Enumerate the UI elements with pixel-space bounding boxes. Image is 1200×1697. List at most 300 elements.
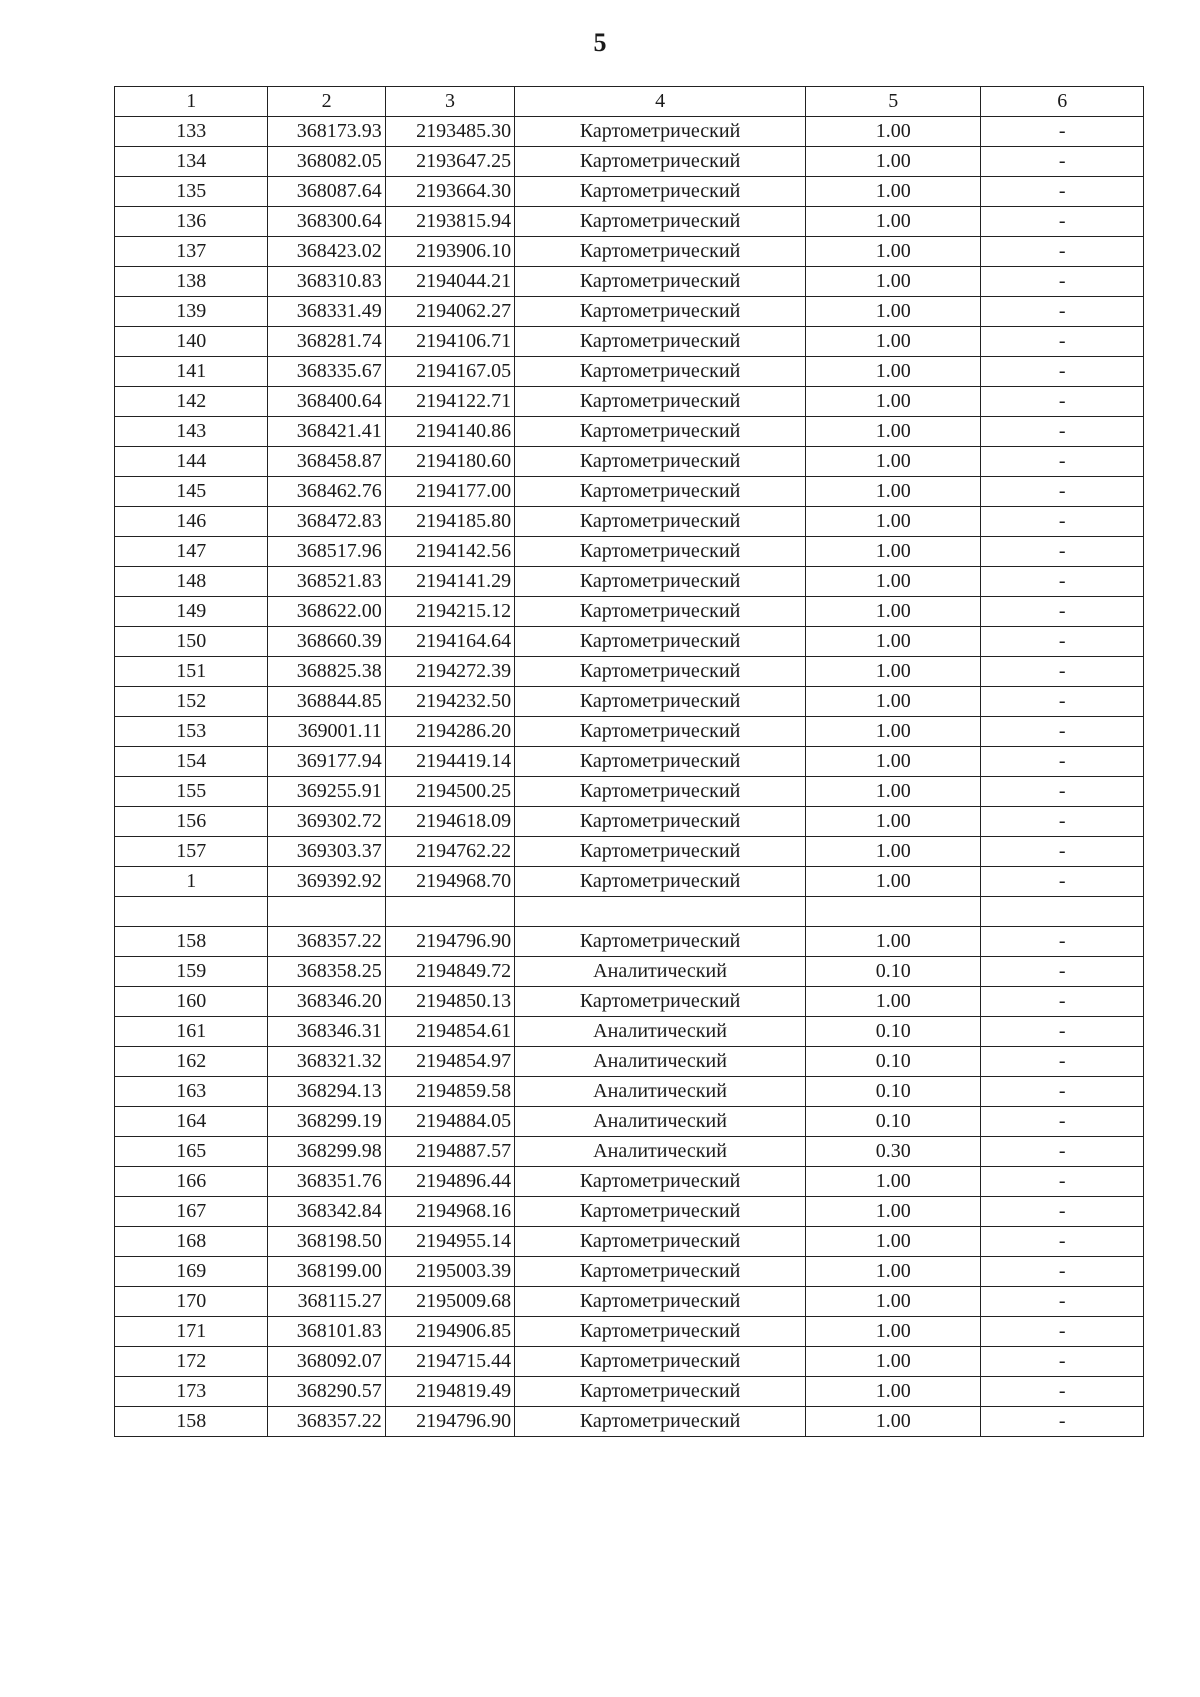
accuracy-cell: 1.00 xyxy=(805,267,981,297)
x-coordinate-cell: 368299.19 xyxy=(268,1107,385,1137)
note-cell: - xyxy=(981,357,1144,387)
point-number-cell: 137 xyxy=(115,237,268,267)
accuracy-cell: 1.00 xyxy=(805,1407,981,1437)
method-cell: Картометрический xyxy=(515,1227,806,1257)
note-cell: - xyxy=(981,657,1144,687)
note-cell: - xyxy=(981,807,1144,837)
note-cell: - xyxy=(981,1197,1144,1227)
method-cell: Картометрический xyxy=(515,477,806,507)
y-coordinate-cell: 2193647.25 xyxy=(385,147,514,177)
method-cell: Картометрический xyxy=(515,327,806,357)
y-coordinate-cell xyxy=(385,897,514,927)
method-cell: Картометрический xyxy=(515,1377,806,1407)
y-coordinate-cell: 2194215.12 xyxy=(385,597,514,627)
method-cell: Картометрический xyxy=(515,1167,806,1197)
table-row xyxy=(115,1227,1144,1257)
note-cell: - xyxy=(981,717,1144,747)
point-number-cell: 158 xyxy=(115,1407,268,1437)
x-coordinate-cell: 368321.32 xyxy=(268,1047,385,1077)
x-coordinate-cell xyxy=(268,897,385,927)
accuracy-cell: 1.00 xyxy=(805,417,981,447)
x-coordinate-cell: 369177.94 xyxy=(268,747,385,777)
x-coordinate-cell: 368087.64 xyxy=(268,177,385,207)
x-coordinate-cell: 368294.13 xyxy=(268,1077,385,1107)
method-cell xyxy=(515,897,806,927)
note-cell: - xyxy=(981,1137,1144,1167)
y-coordinate-cell: 2194177.00 xyxy=(385,477,514,507)
method-cell: Картометрический xyxy=(515,267,806,297)
y-coordinate-cell: 2195003.39 xyxy=(385,1257,514,1287)
accuracy-cell: 1.00 xyxy=(805,597,981,627)
y-coordinate-cell: 2194796.90 xyxy=(385,927,514,957)
y-coordinate-cell: 2194232.50 xyxy=(385,687,514,717)
accuracy-cell: 1.00 xyxy=(805,1347,981,1377)
accuracy-cell: 1.00 xyxy=(805,1377,981,1407)
accuracy-cell: 1.00 xyxy=(805,1317,981,1347)
x-coordinate-cell: 368825.38 xyxy=(268,657,385,687)
method-cell: Картометрический xyxy=(515,567,806,597)
point-number-cell: 133 xyxy=(115,117,268,147)
point-number-cell: 148 xyxy=(115,567,268,597)
accuracy-cell: 1.00 xyxy=(805,477,981,507)
point-number-cell: 143 xyxy=(115,417,268,447)
y-coordinate-cell: 2193485.30 xyxy=(385,117,514,147)
method-cell: Картометрический xyxy=(515,837,806,867)
accuracy-cell: 1.00 xyxy=(805,807,981,837)
y-coordinate-cell: 2194796.90 xyxy=(385,1407,514,1437)
point-number-cell: 141 xyxy=(115,357,268,387)
x-coordinate-cell: 369303.37 xyxy=(268,837,385,867)
point-number-cell: 139 xyxy=(115,297,268,327)
point-number-cell: 172 xyxy=(115,1347,268,1377)
note-cell: - xyxy=(981,477,1144,507)
method-cell: Картометрический xyxy=(515,237,806,267)
x-coordinate-cell: 369255.91 xyxy=(268,777,385,807)
table-row xyxy=(115,927,1144,957)
note-cell: - xyxy=(981,207,1144,237)
table-row xyxy=(115,687,1144,717)
table-row xyxy=(115,1077,1144,1107)
x-coordinate-cell: 369392.92 xyxy=(268,867,385,897)
point-number-cell: 169 xyxy=(115,1257,268,1287)
accuracy-cell: 1.00 xyxy=(805,177,981,207)
table-row xyxy=(115,1017,1144,1047)
y-coordinate-cell: 2194715.44 xyxy=(385,1347,514,1377)
point-number-cell: 145 xyxy=(115,477,268,507)
accuracy-cell: 1.00 xyxy=(805,237,981,267)
method-cell: Картометрический xyxy=(515,777,806,807)
table-row xyxy=(115,777,1144,807)
table-header xyxy=(115,87,1144,117)
point-number-cell: 164 xyxy=(115,1107,268,1137)
method-cell: Картометрический xyxy=(515,147,806,177)
note-cell: - xyxy=(981,867,1144,897)
table-row xyxy=(115,327,1144,357)
note-cell: - xyxy=(981,987,1144,1017)
table-row xyxy=(115,627,1144,657)
method-cell: Картометрический xyxy=(515,417,806,447)
column-header-2: 2 xyxy=(268,87,385,117)
table-row xyxy=(115,807,1144,837)
method-cell: Картометрический xyxy=(515,1197,806,1227)
method-cell: Картометрический xyxy=(515,1317,806,1347)
accuracy-cell: 1.00 xyxy=(805,987,981,1017)
accuracy-cell: 1.00 xyxy=(805,327,981,357)
method-cell: Картометрический xyxy=(515,927,806,957)
note-cell: - xyxy=(981,297,1144,327)
method-cell: Аналитический xyxy=(515,1017,806,1047)
accuracy-cell: 1.00 xyxy=(805,687,981,717)
point-number-cell: 163 xyxy=(115,1077,268,1107)
note-cell: - xyxy=(981,837,1144,867)
note-cell: - xyxy=(981,597,1144,627)
y-coordinate-cell: 2194286.20 xyxy=(385,717,514,747)
point-number-cell: 158 xyxy=(115,927,268,957)
note-cell: - xyxy=(981,327,1144,357)
method-cell: Аналитический xyxy=(515,957,806,987)
point-number-cell: 162 xyxy=(115,1047,268,1077)
x-coordinate-cell: 368517.96 xyxy=(268,537,385,567)
y-coordinate-cell: 2194180.60 xyxy=(385,447,514,477)
point-number-cell: 138 xyxy=(115,267,268,297)
table-row xyxy=(115,747,1144,777)
table-row xyxy=(115,237,1144,267)
method-cell: Картометрический xyxy=(515,987,806,1017)
note-cell: - xyxy=(981,117,1144,147)
x-coordinate-cell: 368299.98 xyxy=(268,1137,385,1167)
x-coordinate-cell: 368472.83 xyxy=(268,507,385,537)
table-row xyxy=(115,1257,1144,1287)
column-header-3: 3 xyxy=(385,87,514,117)
x-coordinate-cell: 368335.67 xyxy=(268,357,385,387)
x-coordinate-cell: 368300.64 xyxy=(268,207,385,237)
accuracy-cell: 1.00 xyxy=(805,717,981,747)
note-cell: - xyxy=(981,507,1144,537)
table-row xyxy=(115,147,1144,177)
header-row xyxy=(115,87,1144,117)
table-row xyxy=(115,207,1144,237)
x-coordinate-cell: 368357.22 xyxy=(268,1407,385,1437)
accuracy-cell: 1.00 xyxy=(805,567,981,597)
method-cell: Картометрический xyxy=(515,807,806,837)
point-number-cell: 152 xyxy=(115,687,268,717)
point-number-cell: 135 xyxy=(115,177,268,207)
table-row xyxy=(115,1137,1144,1167)
note-cell: - xyxy=(981,1287,1144,1317)
table-row xyxy=(115,1407,1144,1437)
x-coordinate-cell: 368342.84 xyxy=(268,1197,385,1227)
table-row xyxy=(115,957,1144,987)
note-cell: - xyxy=(981,927,1144,957)
note-cell: - xyxy=(981,1107,1144,1137)
note-cell: - xyxy=(981,627,1144,657)
y-coordinate-cell: 2194141.29 xyxy=(385,567,514,597)
y-coordinate-cell: 2194618.09 xyxy=(385,807,514,837)
x-coordinate-cell: 368346.20 xyxy=(268,987,385,1017)
x-coordinate-cell: 368092.07 xyxy=(268,1347,385,1377)
point-number-cell: 170 xyxy=(115,1287,268,1317)
y-coordinate-cell: 2194185.80 xyxy=(385,507,514,537)
point-number-cell: 161 xyxy=(115,1017,268,1047)
y-coordinate-cell: 2194906.85 xyxy=(385,1317,514,1347)
method-cell: Картометрический xyxy=(515,117,806,147)
point-number-cell: 151 xyxy=(115,657,268,687)
method-cell: Аналитический xyxy=(515,1077,806,1107)
accuracy-cell: 1.00 xyxy=(805,297,981,327)
table-row xyxy=(115,717,1144,747)
accuracy-cell: 1.00 xyxy=(805,867,981,897)
table-row xyxy=(115,1047,1144,1077)
table-row xyxy=(115,1347,1144,1377)
y-coordinate-cell: 2194419.14 xyxy=(385,747,514,777)
y-coordinate-cell: 2194887.57 xyxy=(385,1137,514,1167)
y-coordinate-cell: 2194968.16 xyxy=(385,1197,514,1227)
x-coordinate-cell: 368082.05 xyxy=(268,147,385,177)
point-number-cell: 136 xyxy=(115,207,268,237)
note-cell: - xyxy=(981,1047,1144,1077)
table-row xyxy=(115,597,1144,627)
y-coordinate-cell: 2193664.30 xyxy=(385,177,514,207)
x-coordinate-cell: 368400.64 xyxy=(268,387,385,417)
point-number-cell: 147 xyxy=(115,537,268,567)
point-number-cell: 144 xyxy=(115,447,268,477)
point-number-cell: 159 xyxy=(115,957,268,987)
x-coordinate-cell: 368521.83 xyxy=(268,567,385,597)
point-number-cell: 165 xyxy=(115,1137,268,1167)
method-cell: Картометрический xyxy=(515,1287,806,1317)
method-cell: Картометрический xyxy=(515,207,806,237)
method-cell: Картометрический xyxy=(515,1407,806,1437)
point-number-cell: 150 xyxy=(115,627,268,657)
point-number-cell: 140 xyxy=(115,327,268,357)
x-coordinate-cell: 368331.49 xyxy=(268,297,385,327)
point-number-cell: 168 xyxy=(115,1227,268,1257)
y-coordinate-cell: 2194140.86 xyxy=(385,417,514,447)
x-coordinate-cell: 368844.85 xyxy=(268,687,385,717)
table-row xyxy=(115,1287,1144,1317)
y-coordinate-cell: 2194500.25 xyxy=(385,777,514,807)
note-cell: - xyxy=(981,1407,1144,1437)
column-header-6: 6 xyxy=(981,87,1144,117)
accuracy-cell: 1.00 xyxy=(805,1167,981,1197)
note-cell: - xyxy=(981,447,1144,477)
accuracy-cell: 1.00 xyxy=(805,537,981,567)
x-coordinate-cell: 368281.74 xyxy=(268,327,385,357)
table-row xyxy=(115,1107,1144,1137)
note-cell: - xyxy=(981,1377,1144,1407)
x-coordinate-cell: 368423.02 xyxy=(268,237,385,267)
y-coordinate-cell: 2193906.10 xyxy=(385,237,514,267)
note-cell: - xyxy=(981,1257,1144,1287)
note-cell: - xyxy=(981,267,1144,297)
x-coordinate-cell: 368115.27 xyxy=(268,1287,385,1317)
method-cell: Картометрический xyxy=(515,387,806,417)
x-coordinate-cell: 368421.41 xyxy=(268,417,385,447)
accuracy-cell: 1.00 xyxy=(805,747,981,777)
x-coordinate-cell: 368198.50 xyxy=(268,1227,385,1257)
accuracy-cell: 1.00 xyxy=(805,837,981,867)
accuracy-cell: 0.10 xyxy=(805,1077,981,1107)
x-coordinate-cell: 368358.25 xyxy=(268,957,385,987)
method-cell: Картометрический xyxy=(515,747,806,777)
y-coordinate-cell: 2194854.97 xyxy=(385,1047,514,1077)
accuracy-cell: 0.10 xyxy=(805,957,981,987)
y-coordinate-cell: 2194167.05 xyxy=(385,357,514,387)
accuracy-cell: 1.00 xyxy=(805,447,981,477)
x-coordinate-cell: 368351.76 xyxy=(268,1167,385,1197)
accuracy-cell: 1.00 xyxy=(805,777,981,807)
table-row xyxy=(115,447,1144,477)
accuracy-cell: 1.00 xyxy=(805,357,981,387)
y-coordinate-cell: 2194062.27 xyxy=(385,297,514,327)
note-cell: - xyxy=(981,1347,1144,1377)
column-header-5: 5 xyxy=(805,87,981,117)
table-row xyxy=(115,507,1144,537)
method-cell: Картометрический xyxy=(515,597,806,627)
table-row xyxy=(115,177,1144,207)
y-coordinate-cell: 2194819.49 xyxy=(385,1377,514,1407)
accuracy-cell: 1.00 xyxy=(805,207,981,237)
x-coordinate-cell: 368458.87 xyxy=(268,447,385,477)
point-number-cell: 166 xyxy=(115,1167,268,1197)
point-number-cell: 167 xyxy=(115,1197,268,1227)
accuracy-cell: 0.10 xyxy=(805,1107,981,1137)
x-coordinate-cell: 368199.00 xyxy=(268,1257,385,1287)
y-coordinate-cell: 2194142.56 xyxy=(385,537,514,567)
point-number-cell: 1 xyxy=(115,867,268,897)
method-cell: Аналитический xyxy=(515,1137,806,1167)
table-row xyxy=(115,867,1144,897)
y-coordinate-cell: 2194955.14 xyxy=(385,1227,514,1257)
note-cell: - xyxy=(981,1317,1144,1347)
x-coordinate-cell: 368101.83 xyxy=(268,1317,385,1347)
accuracy-cell: 1.00 xyxy=(805,1257,981,1287)
table-row xyxy=(115,567,1144,597)
note-cell: - xyxy=(981,777,1144,807)
accuracy-cell: 0.10 xyxy=(805,1047,981,1077)
method-cell: Картометрический xyxy=(515,1257,806,1287)
y-coordinate-cell: 2194044.21 xyxy=(385,267,514,297)
point-number-cell: 160 xyxy=(115,987,268,1017)
point-number-cell: 134 xyxy=(115,147,268,177)
y-coordinate-cell: 2194850.13 xyxy=(385,987,514,1017)
table-row xyxy=(115,417,1144,447)
method-cell: Картометрический xyxy=(515,537,806,567)
point-number-cell: 142 xyxy=(115,387,268,417)
method-cell: Картометрический xyxy=(515,297,806,327)
point-number-cell: 149 xyxy=(115,597,268,627)
table-row xyxy=(115,537,1144,567)
table-body xyxy=(115,117,1144,1437)
y-coordinate-cell: 2194884.05 xyxy=(385,1107,514,1137)
column-header-1: 1 xyxy=(115,87,268,117)
table-row xyxy=(115,267,1144,297)
y-coordinate-cell: 2194106.71 xyxy=(385,327,514,357)
x-coordinate-cell: 368622.00 xyxy=(268,597,385,627)
point-number-cell: 157 xyxy=(115,837,268,867)
accuracy-cell: 1.00 xyxy=(805,1287,981,1317)
method-cell: Картометрический xyxy=(515,447,806,477)
y-coordinate-cell: 2194122.71 xyxy=(385,387,514,417)
table-row xyxy=(115,1317,1144,1347)
accuracy-cell: 1.00 xyxy=(805,1227,981,1257)
method-cell: Картометрический xyxy=(515,717,806,747)
method-cell: Картометрический xyxy=(515,177,806,207)
y-coordinate-cell: 2194762.22 xyxy=(385,837,514,867)
accuracy-cell: 1.00 xyxy=(805,117,981,147)
method-cell: Картометрический xyxy=(515,627,806,657)
y-coordinate-cell: 2194272.39 xyxy=(385,657,514,687)
accuracy-cell: 1.00 xyxy=(805,657,981,687)
note-cell: - xyxy=(981,1017,1144,1047)
column-header-4: 4 xyxy=(515,87,806,117)
method-cell: Картометрический xyxy=(515,687,806,717)
table-row xyxy=(115,477,1144,507)
point-number-cell: 156 xyxy=(115,807,268,837)
y-coordinate-cell: 2194854.61 xyxy=(385,1017,514,1047)
coordinates-table xyxy=(114,86,1144,1437)
note-cell: - xyxy=(981,747,1144,777)
table-row xyxy=(115,897,1144,927)
note-cell: - xyxy=(981,1077,1144,1107)
accuracy-cell: 1.00 xyxy=(805,1197,981,1227)
table-row xyxy=(115,837,1144,867)
y-coordinate-cell: 2195009.68 xyxy=(385,1287,514,1317)
method-cell: Картометрический xyxy=(515,1347,806,1377)
note-cell: - xyxy=(981,417,1144,447)
x-coordinate-cell: 368290.57 xyxy=(268,1377,385,1407)
x-coordinate-cell: 368173.93 xyxy=(268,117,385,147)
accuracy-cell: 1.00 xyxy=(805,507,981,537)
accuracy-cell: 1.00 xyxy=(805,627,981,657)
accuracy-cell: 0.30 xyxy=(805,1137,981,1167)
table-row xyxy=(115,1197,1144,1227)
y-coordinate-cell: 2194164.64 xyxy=(385,627,514,657)
method-cell: Аналитический xyxy=(515,1107,806,1137)
y-coordinate-cell: 2194859.58 xyxy=(385,1077,514,1107)
note-cell: - xyxy=(981,537,1144,567)
table-row xyxy=(115,1167,1144,1197)
note-cell: - xyxy=(981,177,1144,207)
x-coordinate-cell: 368310.83 xyxy=(268,267,385,297)
note-cell: - xyxy=(981,147,1144,177)
point-number-cell: 171 xyxy=(115,1317,268,1347)
table-row xyxy=(115,1377,1144,1407)
page-number: 5 xyxy=(593,28,607,57)
y-coordinate-cell: 2194896.44 xyxy=(385,1167,514,1197)
method-cell: Картометрический xyxy=(515,507,806,537)
x-coordinate-cell: 368660.39 xyxy=(268,627,385,657)
table-row xyxy=(115,297,1144,327)
accuracy-cell: 1.00 xyxy=(805,387,981,417)
table-row xyxy=(115,657,1144,687)
table-row xyxy=(115,357,1144,387)
method-cell: Картометрический xyxy=(515,657,806,687)
note-cell: - xyxy=(981,957,1144,987)
note-cell: - xyxy=(981,1167,1144,1197)
accuracy-cell xyxy=(805,897,981,927)
point-number-cell: 146 xyxy=(115,507,268,537)
note-cell: - xyxy=(981,237,1144,267)
x-coordinate-cell: 368357.22 xyxy=(268,927,385,957)
x-coordinate-cell: 369001.11 xyxy=(268,717,385,747)
point-number-cell: 153 xyxy=(115,717,268,747)
y-coordinate-cell: 2194849.72 xyxy=(385,957,514,987)
note-cell xyxy=(981,897,1144,927)
x-coordinate-cell: 368462.76 xyxy=(268,477,385,507)
point-number-cell: 155 xyxy=(115,777,268,807)
method-cell: Картометрический xyxy=(515,357,806,387)
